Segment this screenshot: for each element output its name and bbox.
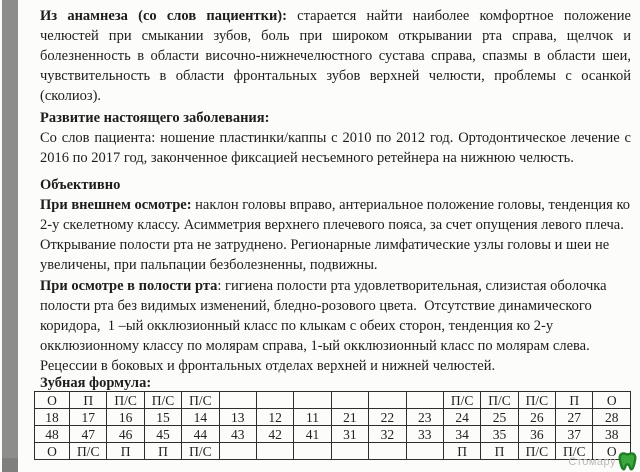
tooth-cell [331, 392, 368, 409]
scanner-edge-bar-shadow [2, 458, 18, 472]
anamnesis-lead: Из анамнеза (со слов пациентки): [40, 8, 287, 24]
tooth-cell: 41 [294, 426, 331, 443]
external-exam-text: наклон головы вправо, антериальное положение головы, тенденция ко 2-у скелетному классу. Асимметрия верхнего плечевого пояса, за счет опущения левого плеча. Открывание полости рта не затруднено. Регионарные лимфатические узлы головы и шеи не увеличены, при пальпации безболезненны, подвижны. [40, 197, 631, 273]
paragraph-anamnesis [40, 6, 631, 106]
tooth-cell: 38 [593, 426, 631, 443]
dental-formula-table [34, 391, 631, 460]
tooth-cell: 35 [481, 426, 518, 443]
tooth-cell: 18 [35, 409, 70, 426]
tooth-cell: П/С [443, 392, 480, 409]
tooth-cell: П/С [518, 392, 555, 409]
tooth-cell: 15 [144, 409, 181, 426]
heading-development: Развитие настоящего заболевания: [40, 110, 270, 126]
dental-row-1 [35, 409, 631, 426]
tooth-cell: 44 [182, 426, 219, 443]
tooth-cell: 31 [331, 426, 368, 443]
tooth-cell: 23 [406, 409, 443, 426]
tooth-cell: П/С [107, 392, 144, 409]
heading-objective: Объективно [40, 177, 121, 193]
tooth-cell: 16 [107, 409, 144, 426]
tooth-cell: О [35, 392, 70, 409]
tooth-cell: 47 [70, 426, 107, 443]
paragraph-oral-exam [40, 276, 631, 376]
tooth-cell: 32 [369, 426, 406, 443]
tooth-cell: 37 [556, 426, 593, 443]
tooth-cell: П [70, 392, 107, 409]
dental-row-0 [35, 392, 631, 409]
tooth-cell [256, 392, 293, 409]
paragraph-external-exam [40, 195, 631, 275]
tooth-cell [219, 443, 256, 460]
tooth-cell: 43 [219, 426, 256, 443]
tooth-cell: 25 [481, 409, 518, 426]
tooth-cell: П/С [518, 443, 555, 460]
dental-formula-title: Зубная формула: [40, 375, 152, 391]
tooth-cell: 21 [331, 409, 368, 426]
oral-exam-lead: При осмотре в полости рта [40, 278, 218, 294]
tooth-cell: 11 [294, 409, 331, 426]
dental-row-2 [35, 426, 631, 443]
tooth-cell: 34 [443, 426, 480, 443]
tooth-cell: П [443, 443, 480, 460]
tooth-cell: 24 [443, 409, 480, 426]
tooth-cell: О [593, 392, 631, 409]
tooth-cell [219, 392, 256, 409]
tooth-cell: 33 [406, 426, 443, 443]
anamnesis-text: старается найти наиболее комфортное положение челюстей при смыкании зубов, боль при широком открывании рта справа, щелчок и болезненность в области височно-нижнечелюстного сустава справа, спазмы в области шеи, чувствительность в области фронтальных зубов верхней челюсти, проблемы с осанкой (сколиоз). [40, 8, 631, 104]
tooth-cell: П/С [481, 392, 518, 409]
paragraph-development: Со слов пациента: ношение пластинки/каппы с 2010 по 2012 год. Ортодонтическое лечение с 2016 по 2017 год, законченное фиксацией несъемного ретейнера на нижнюю челюсть. [40, 130, 631, 166]
tooth-cell: 17 [70, 409, 107, 426]
tooth-cell: 36 [518, 426, 555, 443]
watermark [568, 452, 637, 471]
tooth-cell [406, 392, 443, 409]
tooth-cell [369, 392, 406, 409]
tooth-cell [294, 443, 331, 460]
dental-row-3 [35, 443, 631, 460]
tooth-cell [294, 392, 331, 409]
external-exam-lead: При внешнем осмотре: [40, 197, 192, 213]
tooth-cell: 48 [35, 426, 70, 443]
tooth-icon [618, 452, 637, 471]
tooth-cell [406, 443, 443, 460]
tooth-cell [256, 443, 293, 460]
tooth-cell: П/С [182, 392, 219, 409]
tooth-cell: О [593, 443, 631, 460]
tooth-cell [369, 443, 406, 460]
tooth-cell: П/С [70, 443, 107, 460]
tooth-cell: 13 [219, 409, 256, 426]
tooth-cell: 12 [256, 409, 293, 426]
tooth-cell: 28 [593, 409, 631, 426]
tooth-cell: П/С [556, 443, 593, 460]
tooth-cell: П/С [182, 443, 219, 460]
tooth-cell: П [556, 392, 593, 409]
watermark-text: Стомару [568, 455, 616, 468]
tooth-cell: П/С [144, 392, 181, 409]
tooth-cell: П [481, 443, 518, 460]
tooth-cell: П [144, 443, 181, 460]
tooth-cell: 42 [256, 426, 293, 443]
tooth-cell: 14 [182, 409, 219, 426]
tooth-cell: 46 [107, 426, 144, 443]
tooth-cell: 22 [369, 409, 406, 426]
scanner-edge-bar [2, 0, 18, 472]
tooth-cell: О [35, 443, 70, 460]
tooth-cell: 45 [144, 426, 181, 443]
oral-exam-text: : гигиена полости рта удовлетворительная, слизистая оболочка полости рта без видимых изменений, бледно-розового цвета. Отсутствие динамического коридора, 1 –ый окклюзионный класс по клыкам с обеих сторон, тенденция ко 2-у окклюзионному классу по молярам справа, 1-ый окклюзионный класс по молярам слева. Рецессии в боковых и фронтальных отделах верхней и нижней челюстей. [40, 278, 607, 374]
tooth-cell: 26 [518, 409, 555, 426]
tooth-cell [331, 443, 368, 460]
tooth-cell: П [107, 443, 144, 460]
document-content [40, 0, 631, 460]
tooth-cell: 27 [556, 409, 593, 426]
